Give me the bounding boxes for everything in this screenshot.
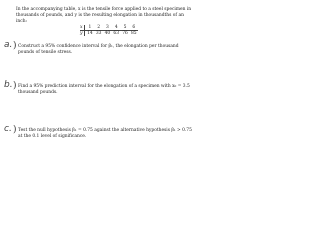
y-value: 14 [87,31,93,37]
part-a-marker: a. [4,40,13,50]
x-value: 1 [85,25,94,31]
part-b-marker: b. [4,80,13,90]
x-value: 5 [121,25,130,31]
part-b-text: Find a 95% prediction interval for the elongation of a specimen with x₀ = 3.5 thousand pounds. [18,84,190,96]
y-value: 76 [122,31,128,37]
y-value: 40 [104,31,111,37]
y-header: y [80,31,85,37]
y-value: 33 [95,31,102,37]
x-value: 2 [94,25,103,31]
bracket-icon: ) [13,41,17,51]
data-table [80,25,138,36]
part-a-text: Construct a 95% confidence interval for β₁, the elongation per thousand pounds of tensile stress. [18,44,179,56]
x-header: x [80,25,85,31]
y-value: 63 [113,31,120,37]
x-value: 6 [129,25,138,31]
x-value: 3 [103,25,112,31]
bracket-icon: ) [13,81,17,91]
x-value: 4 [112,25,121,31]
part-c-marker: c. [4,124,12,134]
y-value: 85 [130,31,137,37]
bracket-icon: ) [13,125,17,135]
table-row-y [80,31,138,37]
problem-intro: In the accompanying table, x is the tensile force applied to a steel specimen in thousands of pounds, and y is the resulting elongation in thousandths of an inch: [16,7,192,25]
part-c-text: Test the null hypothesis β₁ = 0.75 against the alternative hypothesis β₁ > 0.75 at the 0.1 level of significance. [18,128,192,140]
